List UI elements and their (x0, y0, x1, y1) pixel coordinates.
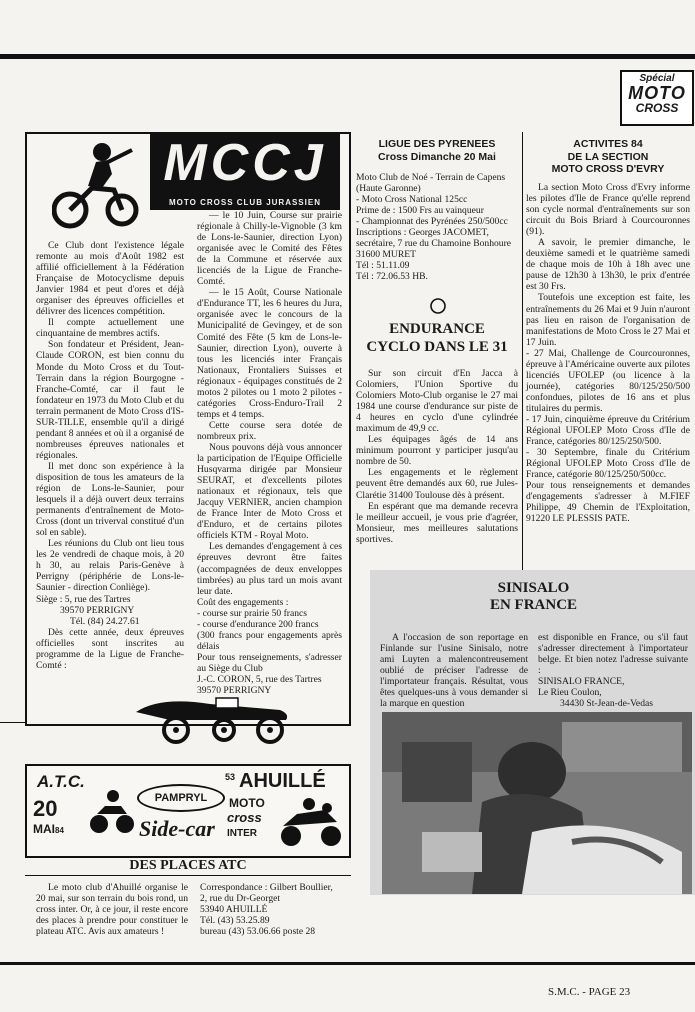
mccj-column-2 (197, 210, 342, 696)
activites-title: ACTIVITES 84 (573, 138, 643, 150)
paragraph: — le 10 Juin, Course sur prairie régionale à Chilly-le-Vignoble (3 km de Lons-le-Saunier, direction Lyon) organisée avec le Comité des Fêtes de la Commune et réservée aux licenciés de la Ligue de Franche-Comté. (197, 210, 342, 288)
sidecar-label: Side-car (139, 816, 215, 841)
ligue-line: - Moto Cross National 125cc (356, 194, 468, 206)
ligue-line: - Championnat des Pyrénées 250/500cc (356, 216, 508, 228)
paragraph: Nous pouvons déjà vous annoncer la participation de l'Equipe Officielle Husqvarma dirigée par Monsieur SEURAT, et d'excellents pilotes nationaux et régionaux, tels que Jacquy VERNIER, ancien champion de France Inter de Moto Cross et d'Enduro, et de certains pilotes officiels KTM - Royal Moto. (197, 441, 342, 542)
ligue-line: Inscriptions : Georges JACOMET, secrétaire, 7 rue du Chamoine Bonhoure 31600 MURET (356, 227, 512, 261)
workshop-photo (382, 712, 692, 894)
rule (0, 722, 25, 723)
paragraph: Les réunions du Club ont lieu tous les 2e vendredi de chaque mois, à 20 h 30, au relais Paris-Genève à Perrigny (périphérie de Lons-le-Saunier - direction Conliège). (36, 538, 184, 594)
info-line: Pour tous renseignements, s'adresser au Siège du Club (197, 651, 342, 674)
circle-ornament-icon (429, 297, 447, 315)
contact-line: bureau (43) 53.06.66 poste 28 (200, 926, 316, 938)
paragraph: Toutefois une exception est faite, les entraînements du 26 Mai et 9 Juin n'auront pas lieu en raison de l'organisation de manifestations de Moto Cross le 27 Mai et 17 Juin. (526, 292, 690, 348)
inter-label: INTER (227, 828, 257, 839)
mccj-logo: MCCJ (150, 134, 340, 196)
sinisalo-heading (372, 580, 695, 614)
paragraph: Pour tous renseignements et demandes d'engagements s'adresser à M.FIEF Philippe, 49 Chemin de l'Exploitation, 91220 LE PLESSIS PATE. (526, 480, 690, 525)
places-atc-col-1 (36, 882, 188, 937)
paragraph: - 30 Septembre, finale du Critérium Régional UFOLEP Moto Cross d'Ile de France, catégorie 80/125/250/500cc. (526, 447, 690, 481)
paragraph: - 17 Juin, cinquième épreuve du Critérium Régional UFOLEP Moto Cross d'Ile de France, catégories 80/125/250/500. (526, 413, 690, 448)
sinisalo-col-2 (538, 632, 688, 709)
cost-line: - course sur prairie 50 francs (197, 607, 308, 619)
paragraph: Les engagements et le règlement peuvent être demandés aux 60, rue Jules-Clarétie 31400 Toulouse dès à présent. (356, 467, 518, 501)
paragraph: A savoir, le premier dimanche, le deuxième samedi et le quatrième samedi de chaque mois de 10h à 18h avec une pause de 12h30 à 13h30, le prix d'entrée est 30 Frs. (526, 237, 690, 293)
paragraph: Les équipages âgés de 14 ans minimum pourront y participer jusqu'au nombre de 50. (356, 434, 518, 468)
ligue-line: Tél : 51.11.09 (356, 260, 410, 272)
activites-body (526, 182, 690, 524)
paragraph: Cette course sera dotée de nombreux prix. (197, 419, 342, 442)
endurance-body (356, 368, 518, 545)
badge-line1: Spécial (639, 73, 675, 84)
motocross-rider-icon (52, 138, 142, 238)
contact-line: Correspondance : Gilbert Boullier, (200, 882, 333, 893)
paragraph: Il met donc son expérience à la disposition de tous les amateurs de la région de Lons-le-Saunier, pour lesquels il a déjà ouvert deux terrains permanents d'entraînement de Moto-Cross (dont un triverval constitué d'un sol en sable). (36, 460, 184, 539)
places-atc-col-2 (200, 882, 350, 937)
paragraph: Son fondateur et Président, Jean-Claude CORON, est bien connu du Monde du Moto Cross et du Tout-Terrain dans la région Bourgogne - Franche-Comté, car il faut le fondateur en 1973 du Moto Club et du terrain permanent de Moto Cross d'IS-SUR-TILLE, ensemble qu'il a dirigé pendant 8 années et où il a organisé de nombreuses épreuves nationales et régionales. (36, 339, 184, 461)
column-rule (350, 132, 351, 572)
atc-date-month (33, 822, 64, 836)
ligue-title: LIGUE DES PYRENEES (378, 138, 496, 150)
badge-line2: MOTO (628, 83, 686, 103)
atc-label: A.T.C. (37, 772, 85, 791)
cost-line: (300 francs pour engagements après délais (197, 629, 342, 652)
paragraph: Sur son circuit d'En Jacca à Colomiers, l'Union Sportive du Colomiers Moto-Club organise le 27 mai 1984 une course d'endurance sur piste de 4 heures en cyclo d'une cylindrée maximum de 49,9 cc. (356, 368, 518, 435)
endurance-heading (356, 320, 518, 356)
page-footer: S.M.C. - PAGE 23 (548, 986, 631, 998)
sinisalo-title: SINISALO (497, 580, 570, 596)
places-atc-title: DES PLACES ATC (129, 858, 247, 873)
title-rule (25, 875, 351, 876)
address-line: Tél. (84) 24.27.61 (70, 615, 140, 627)
atc-ahuille-banner (25, 764, 351, 858)
year: 84 (55, 826, 64, 835)
activites-subtitle: MOTO CROSS D'EVRY (551, 163, 665, 175)
address-line: 34430 St-Jean-de-Vedas (560, 698, 653, 710)
ligue-line: Prime de : 1500 Frs au vainqueur (356, 205, 484, 217)
month: MAI (33, 822, 55, 836)
cross-label: cross (227, 810, 262, 825)
pampryl-logo: PAMPRYL (137, 784, 225, 812)
ligue-body (356, 172, 518, 282)
sidecar-racer-icon (277, 796, 345, 850)
info-line: J.-C. CORON, 5, rue des Tartres (197, 673, 322, 685)
ligue-line: Moto Club de Noé - Terrain de Capens (Haute Garonne) (356, 172, 506, 195)
paragraph: — le 15 Août, Course Nationale d'Endurance TT, les 6 heures du Jura, organisée avec le concours de la Municipalité de Gevingey, et de son Comité des Fête (5 km de Lons-le-Saunier, direction Lyon), ouverte à tous les licenciés inter Français Nationaux, Frontaliers Suisses et régionaux - équipages constitués de 2 motos 2 pilotes ou 1 moto 2 pilotes - catégories Cross-Enduro-Trail 2 temps et 4 temps. (197, 287, 342, 420)
paragraph: Il compte actuellement une cinquantaine de membres actifs. (36, 317, 184, 340)
ligue-line: Tél : 72.06.53 HB. (356, 271, 428, 283)
ligue-heading (356, 138, 518, 164)
address-line: Le Rieu Coulon, (538, 687, 602, 699)
paragraph: Ce Club dont l'existence légale remonte au mois d'Août 1982 est affilié officiellement à la Fédération Française de Motocyclisme depuis Janvier 1984 et peut d'ores et déjà organiser des épreuves officielles et délivrer des licences compétition. (36, 240, 184, 318)
top-rule (0, 54, 695, 59)
paragraph: Le moto club d'Ahuillé organise le 20 mai, sur son terrain du bois rond, un cross inter. Or, à ce jour, il reste encore des places à prendre pour constituer le plateau ATC. Avis aux amateurs ! (36, 882, 188, 938)
endurance-title: ENDURANCE (389, 321, 485, 337)
atc-quad-icon (87, 786, 137, 836)
town-label: AHUILLÉ (239, 770, 326, 792)
cost-line: Coût des engagements : (197, 596, 289, 608)
paragraph: En espérant que ma demande recevra le meilleur accueil, je vous prie d'agréer, Monsieur, mes meilleures salutations sportives. (356, 500, 518, 545)
endurance-subtitle: CYCLO DANS LE 31 (366, 339, 508, 355)
sinisalo-col-1 (380, 632, 528, 709)
cost-line: - course d'endurance 200 francs (197, 618, 319, 630)
activites-heading (526, 138, 690, 176)
address-line: Siège : 5, rue des Tartres (36, 593, 131, 605)
paragraph: A l'occasion de son reportage en Finlande sur l'usine Sinisalo, notre ami Luyten a malencontreusement oublié de préciser l'adresse de l'importateur français. Résultat, vous êtes quelques-uns à vous demander si la marque en question (380, 632, 528, 710)
address-line: 39570 PERRIGNY (60, 604, 135, 616)
contact-line: 53940 AHUILLÉ (200, 904, 268, 916)
activites-subtitle: DE LA SECTION (567, 150, 649, 163)
badge-line3: CROSS (635, 101, 679, 115)
dept-number: 53 (225, 772, 236, 782)
info-line: 39570 PERRIGNY (197, 685, 272, 697)
paragraph: Les demandes d'engagement à ces épreuves devront être faites (accompagnées de deux enveloppes timbrées) au plus tard un mois avant leur date. (197, 541, 342, 597)
mccj-subtitle: MOTO CROSS CLUB JURASSIEN (150, 196, 340, 210)
paragraph: Dès cette année, deux épreuves officielles sont inscrites au programme de la Ligue de Franche-Comté : (36, 626, 184, 671)
paragraph: La section Moto Cross d'Evry informe les pilotes d'Ile de France qu'elle reprend son cycle normal d'entraînements sur son circuit du Bois Briard à Courcouronnes (91). (526, 182, 690, 238)
mccj-column-1 (36, 240, 184, 671)
sinisalo-subtitle: EN FRANCE (489, 597, 578, 613)
atc-date-day: 20 (33, 796, 58, 821)
address-line: SINISALO FRANCE, (538, 676, 625, 688)
moto-label: MOTO (229, 796, 265, 810)
ligue-subtitle: Cross Dimanche 20 Mai (378, 151, 496, 163)
special-moto-cross-badge (620, 70, 694, 126)
contact-line: Tél. (43) 53.25.89 (200, 915, 270, 927)
paragraph: - 27 Mai, Challenge de Courcouronnes, épreuve à l'Américaine ouverte aux pilotes licenciés UFOLEP (ou licence à la journée), catégories 80/125/250/500 confondues, pilotes de 16 ans et plus titulaires du permis. (526, 347, 690, 414)
contact-line: 2, rue du Dr-Georget (200, 893, 281, 905)
bottom-rule (0, 962, 695, 965)
column-rule (522, 132, 523, 572)
sidecar-outfit-icon (130, 690, 295, 748)
paragraph: est disponible en France, ou s'il faut s'adresser directement à l'importateur belge. Et bien notez l'adresse suivante : (538, 632, 688, 677)
